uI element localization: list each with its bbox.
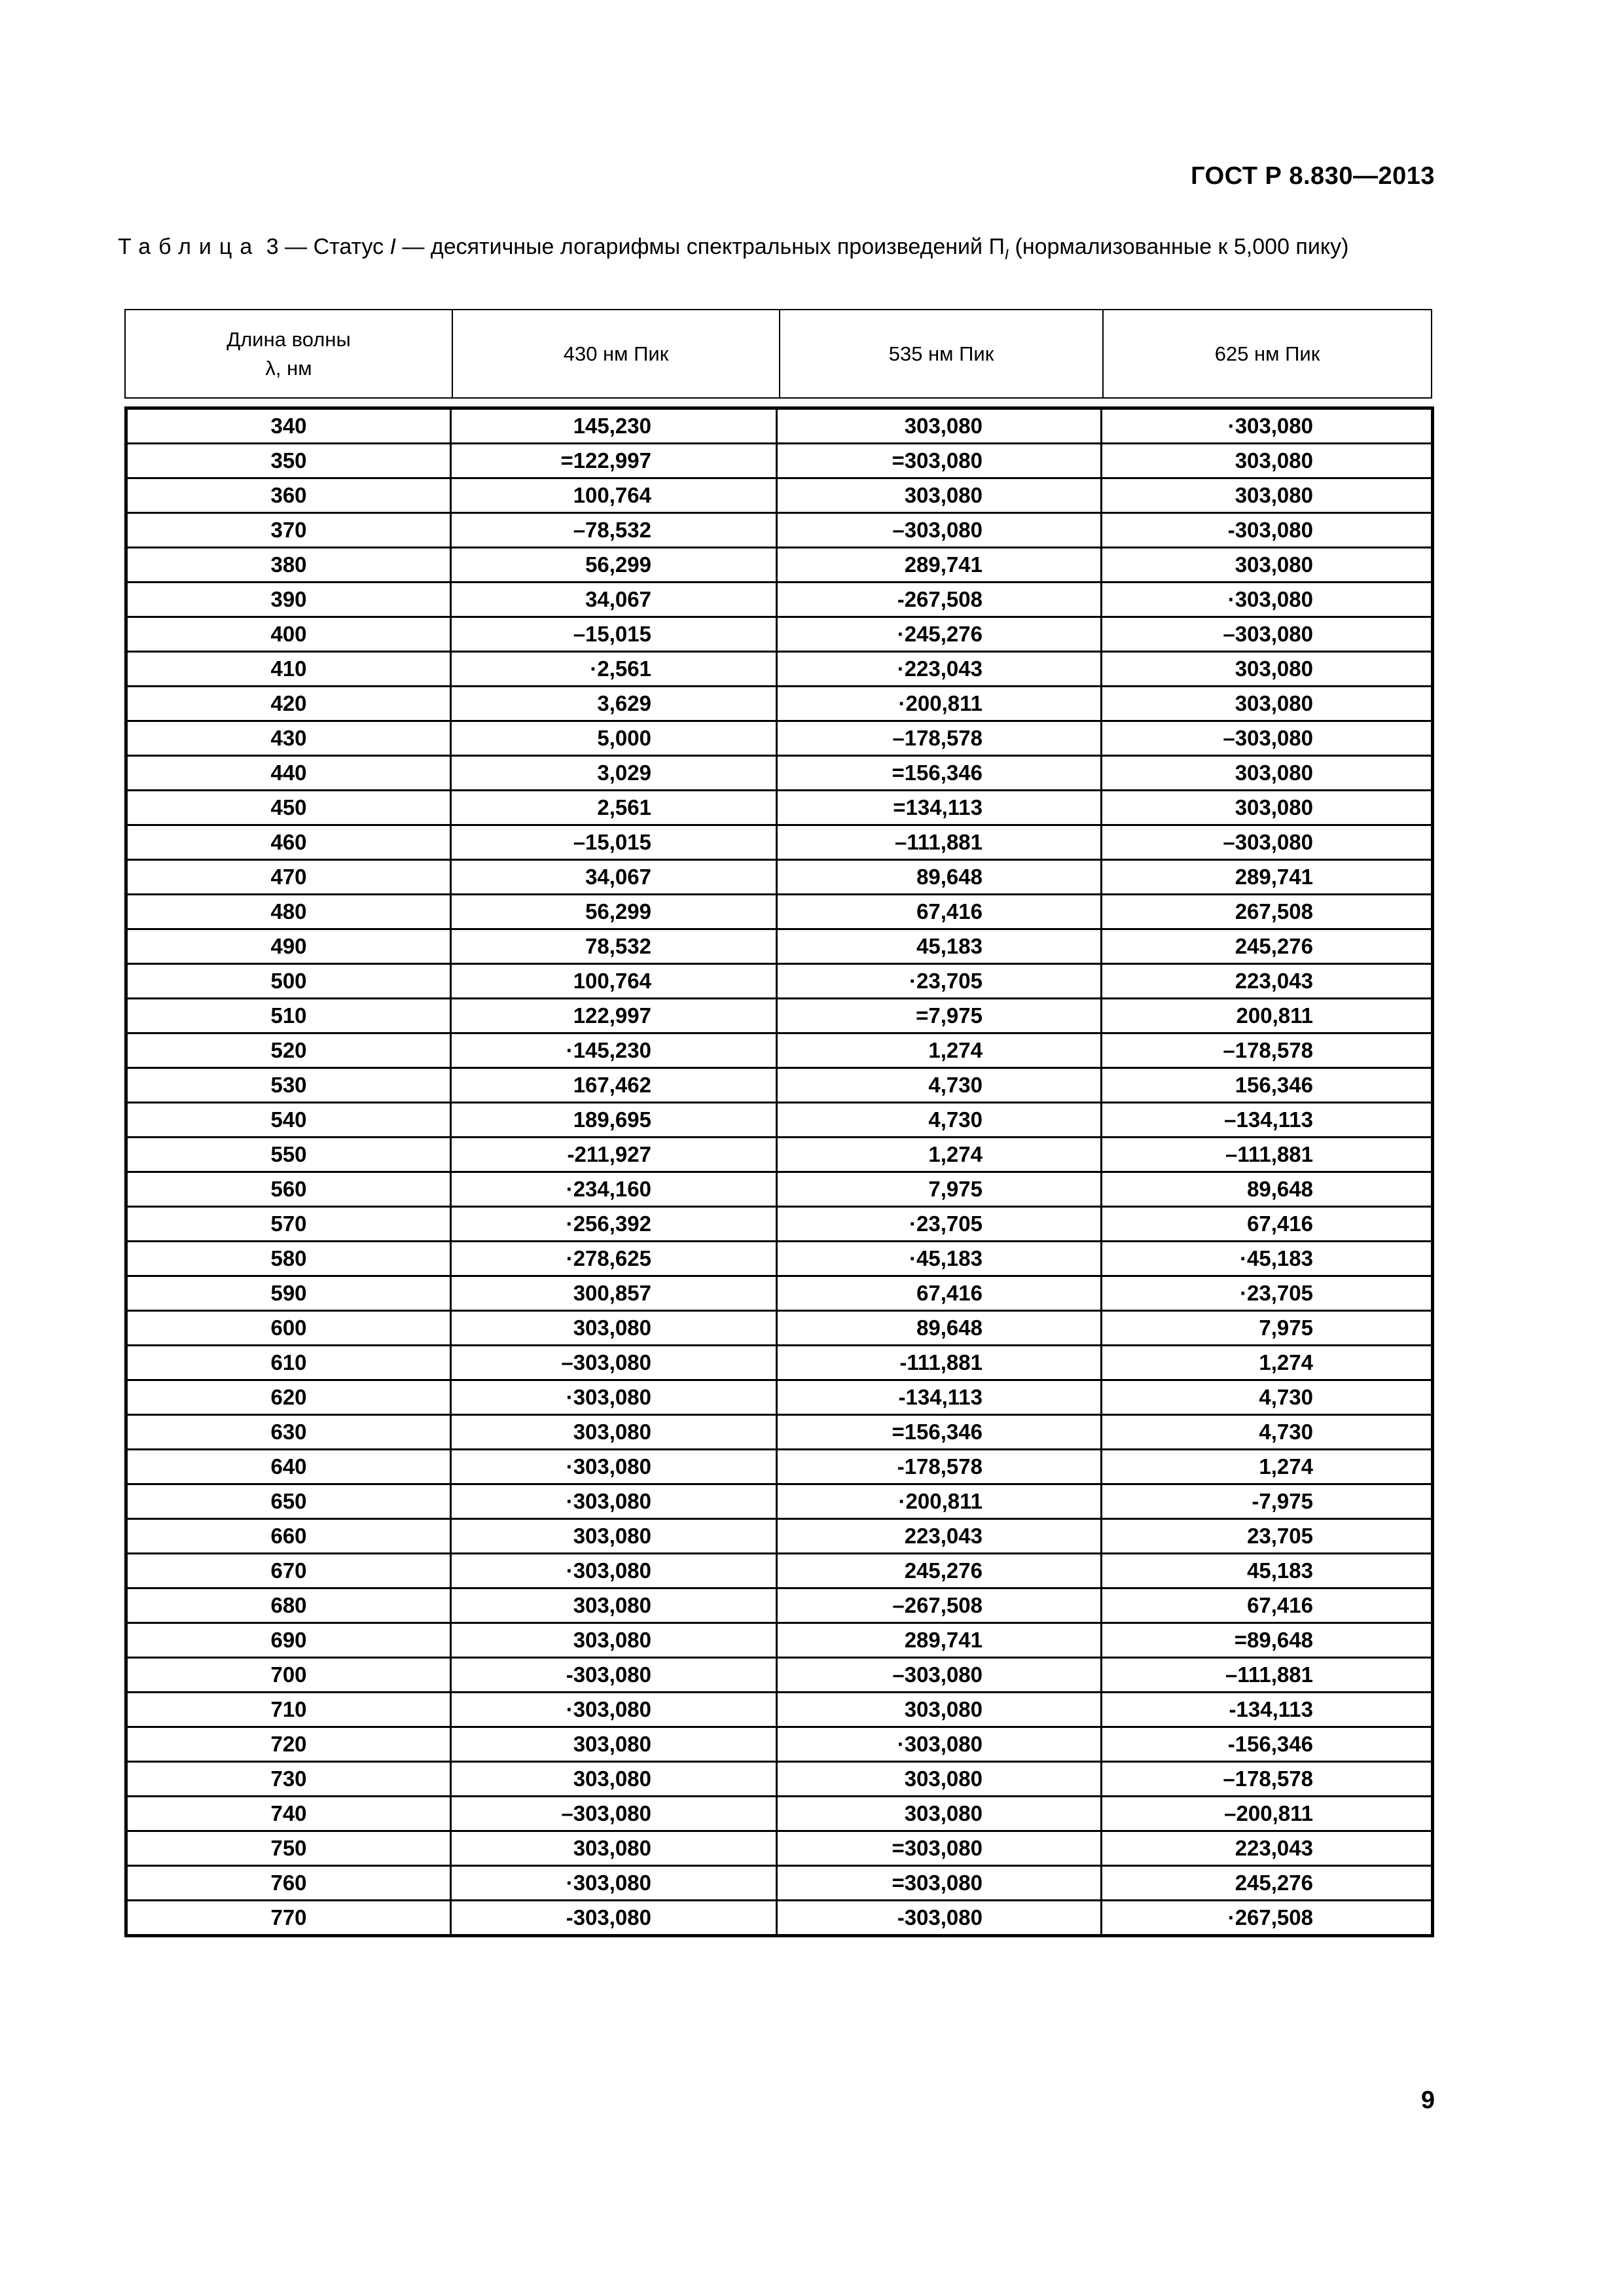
- cell-625-peak: 303,080: [1102, 687, 1433, 721]
- cell-430-peak: 78,532: [451, 929, 777, 964]
- page-number: 9: [1420, 2087, 1435, 2114]
- cell-625-peak: 23,705: [1102, 1519, 1433, 1554]
- cell-535-peak: 303,080: [777, 408, 1102, 444]
- cell-535-peak: 89,648: [777, 860, 1102, 895]
- cell-535-peak: –303,080: [777, 513, 1102, 548]
- table-row: [126, 1172, 1433, 1207]
- table-row: [126, 583, 1433, 617]
- cell-535-peak: 303,080: [777, 478, 1102, 513]
- table-row: [126, 1831, 1433, 1866]
- cell-625-peak: 67,416: [1102, 1588, 1433, 1623]
- table-row: [126, 1415, 1433, 1450]
- cell-430-peak: –78,532: [451, 513, 777, 548]
- cell-430-peak: ·303,080: [451, 1484, 777, 1519]
- table-row: [126, 860, 1433, 895]
- cell-wavelength: 480: [126, 895, 451, 929]
- cell-430-peak: 122,997: [451, 999, 777, 1033]
- header-wavelength-line2: λ, нм: [265, 356, 312, 380]
- cell-wavelength: 750: [126, 1831, 451, 1866]
- cell-535-peak: 245,276: [777, 1554, 1102, 1588]
- cell-625-peak: –111,881: [1102, 1658, 1433, 1693]
- table-row: [126, 1103, 1433, 1138]
- cell-430-peak: 303,080: [451, 1623, 777, 1658]
- cell-535-peak: –267,508: [777, 1588, 1102, 1623]
- caption-text-before: — Статус: [285, 234, 390, 259]
- cell-430-peak: 34,067: [451, 860, 777, 895]
- table-row: [126, 1311, 1433, 1346]
- cell-wavelength: 460: [126, 825, 451, 860]
- table-row: [126, 513, 1433, 548]
- table-row: [126, 791, 1433, 825]
- table-row: [126, 548, 1433, 583]
- cell-625-peak: –111,881: [1102, 1138, 1433, 1172]
- cell-625-peak: –134,113: [1102, 1103, 1433, 1138]
- cell-625-peak: ·23,705: [1102, 1276, 1433, 1311]
- cell-625-peak: 245,276: [1102, 929, 1433, 964]
- cell-625-peak: 303,080: [1102, 652, 1433, 687]
- cell-535-peak: ·200,811: [777, 687, 1102, 721]
- cell-430-peak: ·303,080: [451, 1380, 777, 1415]
- cell-625-peak: –303,080: [1102, 825, 1433, 860]
- cell-wavelength: 370: [126, 513, 451, 548]
- cell-430-peak: 3,629: [451, 687, 777, 721]
- cell-430-peak: ·303,080: [451, 1866, 777, 1901]
- cell-wavelength: 510: [126, 999, 451, 1033]
- cell-wavelength: 650: [126, 1484, 451, 1519]
- table-row: [126, 617, 1433, 652]
- cell-535-peak: 303,080: [777, 1693, 1102, 1727]
- cell-wavelength: 410: [126, 652, 451, 687]
- cell-wavelength: 760: [126, 1866, 451, 1901]
- table-row: [126, 1346, 1433, 1380]
- caption-text-end: (нормализованные к 5,000 пику): [1009, 234, 1349, 259]
- cell-wavelength: 610: [126, 1346, 451, 1380]
- cell-535-peak: ·223,043: [777, 652, 1102, 687]
- cell-430-peak: 303,080: [451, 1415, 777, 1450]
- table-row: [126, 1380, 1433, 1415]
- table-row: [126, 929, 1433, 964]
- cell-535-peak: =303,080: [777, 1866, 1102, 1901]
- cell-535-peak: 303,080: [777, 1797, 1102, 1831]
- cell-430-peak: 2,561: [451, 791, 777, 825]
- header-430-peak: 430 нм Пик: [452, 310, 780, 398]
- cell-625-peak: –178,578: [1102, 1033, 1433, 1068]
- cell-wavelength: 630: [126, 1415, 451, 1450]
- cell-wavelength: 420: [126, 687, 451, 721]
- table-row: [126, 1450, 1433, 1484]
- cell-430-peak: –303,080: [451, 1346, 777, 1380]
- cell-625-peak: -7,975: [1102, 1484, 1433, 1519]
- cell-430-peak: =122,997: [451, 444, 777, 478]
- cell-535-peak: -303,080: [777, 1901, 1102, 1936]
- cell-625-peak: –303,080: [1102, 617, 1433, 652]
- table-row: [126, 1207, 1433, 1242]
- cell-wavelength: 660: [126, 1519, 451, 1554]
- cell-430-peak: 34,067: [451, 583, 777, 617]
- cell-430-peak: ·256,392: [451, 1207, 777, 1242]
- table-row: [126, 444, 1433, 478]
- cell-wavelength: 730: [126, 1762, 451, 1797]
- cell-430-peak: 3,029: [451, 756, 777, 791]
- table-row: [126, 1727, 1433, 1762]
- cell-535-peak: –111,881: [777, 825, 1102, 860]
- cell-625-peak: 245,276: [1102, 1866, 1433, 1901]
- table-row: [126, 1901, 1433, 1936]
- cell-625-peak: –303,080: [1102, 721, 1433, 756]
- cell-625-peak: 45,183: [1102, 1554, 1433, 1588]
- cell-wavelength: 390: [126, 583, 451, 617]
- table-row: [126, 652, 1433, 687]
- header-wavelength-line1: Длина волны: [226, 327, 351, 351]
- table-row: [126, 1242, 1433, 1276]
- table-row: [126, 895, 1433, 929]
- cell-wavelength: 580: [126, 1242, 451, 1276]
- cell-wavelength: 680: [126, 1588, 451, 1623]
- cell-430-peak: –15,015: [451, 825, 777, 860]
- cell-430-peak: ·145,230: [451, 1033, 777, 1068]
- cell-625-peak: -134,113: [1102, 1693, 1433, 1727]
- table-row: [126, 964, 1433, 999]
- header-wavelength: [125, 310, 452, 398]
- cell-535-peak: ·245,276: [777, 617, 1102, 652]
- cell-535-peak: 303,080: [777, 1762, 1102, 1797]
- table-row: [126, 1623, 1433, 1658]
- cell-535-peak: 1,274: [777, 1033, 1102, 1068]
- cell-wavelength: 400: [126, 617, 451, 652]
- table-row: [126, 478, 1433, 513]
- cell-625-peak: 89,648: [1102, 1172, 1433, 1207]
- cell-430-peak: ·303,080: [451, 1450, 777, 1484]
- cell-535-peak: =303,080: [777, 1831, 1102, 1866]
- cell-430-peak: 56,299: [451, 548, 777, 583]
- cell-wavelength: 340: [126, 408, 451, 444]
- cell-535-peak: ·23,705: [777, 964, 1102, 999]
- cell-625-peak: 156,346: [1102, 1068, 1433, 1103]
- cell-535-peak: -111,881: [777, 1346, 1102, 1380]
- cell-535-peak: ·200,811: [777, 1484, 1102, 1519]
- caption-number: 3: [266, 234, 279, 259]
- table-row: [126, 1519, 1433, 1554]
- table-row: [126, 1138, 1433, 1172]
- cell-430-peak: 303,080: [451, 1727, 777, 1762]
- cell-535-peak: 223,043: [777, 1519, 1102, 1554]
- cell-625-peak: 223,043: [1102, 964, 1433, 999]
- cell-430-peak: –15,015: [451, 617, 777, 652]
- cell-430-peak: 100,764: [451, 964, 777, 999]
- table-body: [124, 406, 1434, 1937]
- cell-430-peak: 189,695: [451, 1103, 777, 1138]
- cell-430-peak: 303,080: [451, 1311, 777, 1346]
- cell-wavelength: 670: [126, 1554, 451, 1588]
- cell-430-peak: 145,230: [451, 408, 777, 444]
- cell-625-peak: –200,811: [1102, 1797, 1433, 1831]
- cell-wavelength: 520: [126, 1033, 451, 1068]
- cell-535-peak: 289,741: [777, 1623, 1102, 1658]
- cell-wavelength: 600: [126, 1311, 451, 1346]
- table-row: [126, 999, 1433, 1033]
- caption-label: Таблица: [118, 234, 261, 259]
- cell-430-peak: ·2,561: [451, 652, 777, 687]
- table-row: [126, 1276, 1433, 1311]
- cell-535-peak: 45,183: [777, 929, 1102, 964]
- cell-625-peak: 4,730: [1102, 1415, 1433, 1450]
- cell-wavelength: 440: [126, 756, 451, 791]
- cell-430-peak: 300,857: [451, 1276, 777, 1311]
- cell-625-peak: 200,811: [1102, 999, 1433, 1033]
- cell-430-peak: -303,080: [451, 1901, 777, 1936]
- cell-625-peak: -156,346: [1102, 1727, 1433, 1762]
- cell-wavelength: 560: [126, 1172, 451, 1207]
- cell-535-peak: –303,080: [777, 1658, 1102, 1693]
- cell-wavelength: 590: [126, 1276, 451, 1311]
- cell-wavelength: 570: [126, 1207, 451, 1242]
- table-row: [126, 756, 1433, 791]
- cell-535-peak: =303,080: [777, 444, 1102, 478]
- cell-535-peak: 4,730: [777, 1068, 1102, 1103]
- cell-625-peak: 303,080: [1102, 756, 1433, 791]
- cell-430-peak: 303,080: [451, 1519, 777, 1554]
- cell-wavelength: 430: [126, 721, 451, 756]
- table-row: [126, 1693, 1433, 1727]
- cell-625-peak: ·303,080: [1102, 583, 1433, 617]
- cell-625-peak: –178,578: [1102, 1762, 1433, 1797]
- cell-625-peak: 4,730: [1102, 1380, 1433, 1415]
- cell-625-peak: 67,416: [1102, 1207, 1433, 1242]
- cell-625-peak: ·303,080: [1102, 408, 1433, 444]
- table-row: [126, 1554, 1433, 1588]
- cell-535-peak: ·23,705: [777, 1207, 1102, 1242]
- table-row: [126, 687, 1433, 721]
- table-row: [126, 1068, 1433, 1103]
- caption-subscript: I: [1004, 245, 1009, 262]
- header-625-peak: 625 нм Пик: [1103, 310, 1432, 398]
- cell-535-peak: –178,578: [777, 721, 1102, 756]
- cell-535-peak: -134,113: [777, 1380, 1102, 1415]
- table-row: [126, 1797, 1433, 1831]
- table-row: [126, 721, 1433, 756]
- cell-430-peak: –303,080: [451, 1797, 777, 1831]
- table-row: [126, 1588, 1433, 1623]
- cell-625-peak: 1,274: [1102, 1346, 1433, 1380]
- table-caption: [118, 233, 1435, 268]
- cell-430-peak: 167,462: [451, 1068, 777, 1103]
- table-row: [126, 1762, 1433, 1797]
- cell-535-peak: 289,741: [777, 548, 1102, 583]
- cell-wavelength: 720: [126, 1727, 451, 1762]
- cell-wavelength: 470: [126, 860, 451, 895]
- cell-wavelength: 550: [126, 1138, 451, 1172]
- cell-wavelength: 640: [126, 1450, 451, 1484]
- caption-italic-status: I: [389, 234, 396, 259]
- cell-625-peak: ·45,183: [1102, 1242, 1433, 1276]
- cell-430-peak: 5,000: [451, 721, 777, 756]
- spectral-table: [124, 309, 1431, 1937]
- cell-535-peak: ·303,080: [777, 1727, 1102, 1762]
- cell-625-peak: =89,648: [1102, 1623, 1433, 1658]
- cell-535-peak: ·45,183: [777, 1242, 1102, 1276]
- cell-625-peak: 303,080: [1102, 478, 1433, 513]
- caption-text-after: — десятичные логарифмы спектральных произведений П: [395, 234, 1005, 259]
- cell-535-peak: =156,346: [777, 1415, 1102, 1450]
- cell-535-peak: =7,975: [777, 999, 1102, 1033]
- cell-wavelength: 690: [126, 1623, 451, 1658]
- cell-wavelength: 530: [126, 1068, 451, 1103]
- cell-430-peak: -211,927: [451, 1138, 777, 1172]
- cell-625-peak: 303,080: [1102, 548, 1433, 583]
- cell-wavelength: 540: [126, 1103, 451, 1138]
- cell-535-peak: 67,416: [777, 895, 1102, 929]
- cell-535-peak: =134,113: [777, 791, 1102, 825]
- cell-wavelength: 700: [126, 1658, 451, 1693]
- cell-535-peak: 89,648: [777, 1311, 1102, 1346]
- cell-430-peak: 303,080: [451, 1588, 777, 1623]
- table-row: [126, 1484, 1433, 1519]
- table-row: [126, 408, 1433, 444]
- cell-535-peak: -178,578: [777, 1450, 1102, 1484]
- cell-535-peak: =156,346: [777, 756, 1102, 791]
- cell-535-peak: -267,508: [777, 583, 1102, 617]
- cell-535-peak: 4,730: [777, 1103, 1102, 1138]
- cell-535-peak: 1,274: [777, 1138, 1102, 1172]
- cell-625-peak: 303,080: [1102, 444, 1433, 478]
- cell-430-peak: ·278,625: [451, 1242, 777, 1276]
- cell-625-peak: 303,080: [1102, 791, 1433, 825]
- cell-wavelength: 710: [126, 1693, 451, 1727]
- cell-430-peak: -303,080: [451, 1658, 777, 1693]
- cell-430-peak: 303,080: [451, 1762, 777, 1797]
- cell-430-peak: 100,764: [451, 478, 777, 513]
- cell-wavelength: 490: [126, 929, 451, 964]
- cell-wavelength: 450: [126, 791, 451, 825]
- cell-430-peak: ·234,160: [451, 1172, 777, 1207]
- cell-wavelength: 380: [126, 548, 451, 583]
- table-header: [124, 309, 1432, 399]
- document-standard-header: ГОСТ Р 8.830—2013: [1191, 162, 1435, 190]
- cell-625-peak: 7,975: [1102, 1311, 1433, 1346]
- cell-625-peak: 1,274: [1102, 1450, 1433, 1484]
- cell-430-peak: ·303,080: [451, 1554, 777, 1588]
- cell-625-peak: 267,508: [1102, 895, 1433, 929]
- cell-wavelength: 770: [126, 1901, 451, 1936]
- cell-430-peak: 56,299: [451, 895, 777, 929]
- cell-625-peak: -303,080: [1102, 513, 1433, 548]
- cell-535-peak: 7,975: [777, 1172, 1102, 1207]
- cell-535-peak: 67,416: [777, 1276, 1102, 1311]
- cell-wavelength: 350: [126, 444, 451, 478]
- cell-wavelength: 360: [126, 478, 451, 513]
- header-535-peak: 535 нм Пик: [780, 310, 1103, 398]
- table-row: [126, 825, 1433, 860]
- cell-430-peak: ·303,080: [451, 1693, 777, 1727]
- table-row: [126, 1866, 1433, 1901]
- cell-625-peak: 289,741: [1102, 860, 1433, 895]
- cell-wavelength: 740: [126, 1797, 451, 1831]
- table-row: [126, 1658, 1433, 1693]
- cell-625-peak: 223,043: [1102, 1831, 1433, 1866]
- cell-625-peak: ·267,508: [1102, 1901, 1433, 1936]
- cell-wavelength: 500: [126, 964, 451, 999]
- cell-wavelength: 620: [126, 1380, 451, 1415]
- cell-430-peak: 303,080: [451, 1831, 777, 1866]
- table-row: [126, 1033, 1433, 1068]
